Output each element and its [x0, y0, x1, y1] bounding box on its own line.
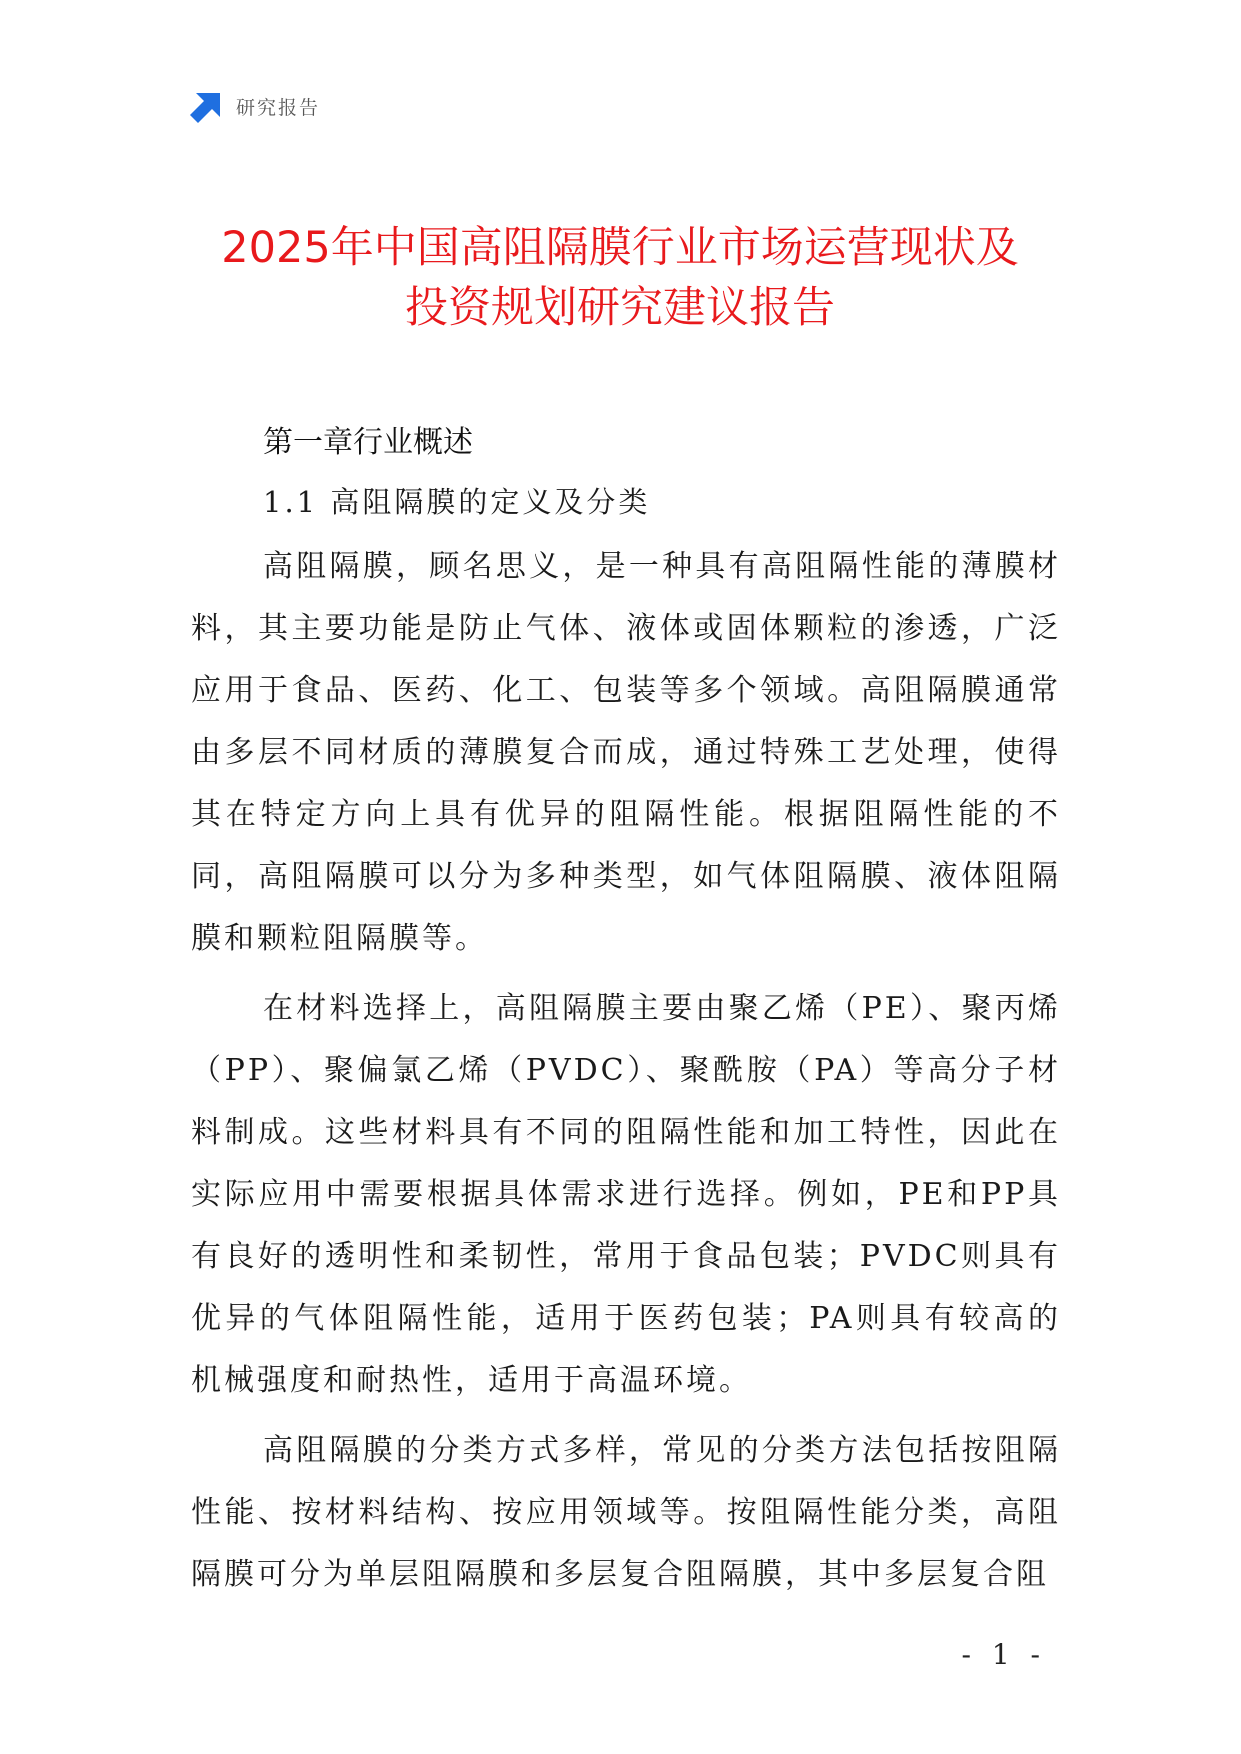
document-body — [191, 418, 1061, 1606]
chapter-heading: 第一章行业概述 — [263, 425, 473, 460]
title-line-1: 2025年中国高阻隔膜行业市场运营现状及 — [221, 223, 1019, 273]
paragraph-materials: 在材料选择上，高阻隔膜主要由聚乙烯（PE）、聚丙烯（PP）、聚偏氯乙烯（PVDC）、聚酰胺（PA）等高分子材料制成。这些材料具有不同的阻隔性能和加工特性，因此在实际应用中需要根据具体需求进行选择。例如，PE和PP具有良好的透明性和柔韧性，常用于食品包装；PVDC则具有优异的气体阻隔性能，适用于医药包装；PA则具有较高的机械强度和耐热性，适用于高温环境。 — [191, 991, 1061, 1398]
report-type-label: 研究报告 — [236, 96, 321, 119]
arrow-up-right-icon — [190, 89, 224, 123]
page-number: - 1 - — [961, 1638, 1046, 1671]
paragraph-definition: 高阻隔膜，顾名思义，是一种具有高阻隔性能的薄膜材料，其主要功能是防止气体、液体或固体颗粒的渗透，广泛应用于食品、医药、化工、包装等多个领域。高阻隔膜通常由多层不同材质的薄膜复合而成，通过特殊工艺处理，使得其在特定方向上具有优异的阻隔性能。根据阻隔性能的不同，高阻隔膜可以分为多种类型，如气体阻隔膜、液体阻隔膜和颗粒阻隔膜等。 — [191, 549, 1061, 956]
report-header — [190, 88, 320, 124]
document-title — [150, 218, 1090, 338]
paragraph-classification: 高阻隔膜的分类方式多样，常见的分类方法包括按阻隔性能、按材料结构、按应用领域等。按阻隔性能分类，高阻隔膜可分为单层阻隔膜和多层复合阻隔膜，其中多层复合阻 — [191, 1433, 1061, 1592]
section-heading: 1.1 高阻隔膜的定义及分类 — [263, 485, 651, 519]
title-line-2: 投资规划研究建议报告 — [405, 283, 835, 333]
